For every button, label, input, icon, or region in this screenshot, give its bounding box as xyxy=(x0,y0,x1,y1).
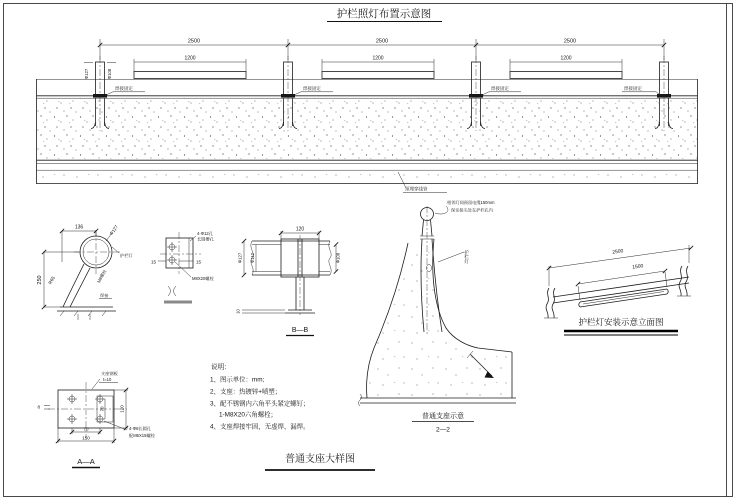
aa-dim-height: 120 xyxy=(119,405,125,413)
concrete-deck xyxy=(37,79,698,184)
bracket-height-dim: 250 xyxy=(37,275,43,285)
post-dia-inner-label: Φ108 xyxy=(107,68,112,80)
bottom-title-text: 普通支座大样图 xyxy=(285,454,355,465)
bottom-title xyxy=(265,452,375,470)
aa-plate-leader-1: 支座钢板 xyxy=(101,371,118,376)
bb-base-dim: 10 xyxy=(235,309,241,314)
weld-label-4: 焊接固定 xyxy=(624,86,642,91)
aa-dim-width: 150 xyxy=(82,435,90,441)
section-bb xyxy=(236,227,341,336)
light-bars xyxy=(134,56,622,79)
span-dim-1: 2500 xyxy=(187,38,201,45)
plate-dim-left: 15 xyxy=(150,259,156,265)
aa-hole-leader-1: 4-Φ8长圆孔 xyxy=(129,426,151,431)
sheet-title-text: 护栏照灯布置示意图 xyxy=(336,8,432,20)
conduit-label: 预埋穿线管 xyxy=(405,186,428,192)
weld-symbol xyxy=(168,286,171,296)
sheet-title xyxy=(327,7,442,22)
bracket-lamp-leader: 护栏灯 xyxy=(120,253,133,258)
post-dia-outer-label: Φ127 xyxy=(84,68,89,80)
weld-label-2: 焊接固定 xyxy=(303,86,321,91)
aa-dim-edge: 8 xyxy=(37,404,40,410)
bracket-width-dim: 136 xyxy=(74,224,84,231)
note-item-4: 4、支座焊接牢固，无虚焊、漏焊。 xyxy=(210,423,310,431)
bracket-arc-label: R65 xyxy=(47,275,56,286)
iso-dim-inner: 1500 xyxy=(631,263,644,271)
elevation-view xyxy=(37,39,698,193)
aa-dim-hole-h: 70 xyxy=(83,426,89,432)
plate-slot-leader: 长圆槽孔 xyxy=(197,236,214,242)
aa-title: A—A xyxy=(77,457,95,466)
weld-label-1: 焊接固定 xyxy=(115,86,133,91)
notes-block xyxy=(210,362,309,431)
bracket-pipe-dia: Φ127 xyxy=(108,224,120,237)
iso-title: 护栏灯安装示意立面图 xyxy=(578,317,664,327)
section-aa xyxy=(37,370,155,468)
lamp-note-line2: 保证接头处在护栏孔内 xyxy=(451,207,493,213)
section-22 xyxy=(359,199,517,434)
bb-width-dim: 120 xyxy=(295,226,305,233)
lamp-label: 护栏灯 xyxy=(464,250,470,264)
weld-leaders xyxy=(105,85,661,96)
bb-title: B—B xyxy=(291,327,309,334)
plate-bolt-leader: M8X20螺栓 xyxy=(192,276,214,281)
iso-dim-outer: 2500 xyxy=(611,248,624,256)
bar-dim-2: 1200 xyxy=(372,55,384,62)
note-item-2: 2、支座：热镀锌+喷塑； xyxy=(210,388,282,396)
aa-plate-leader-2: t=10 xyxy=(103,377,112,382)
note-item-3b: 1-M8X20六角螺栓； xyxy=(219,411,277,419)
bracket-detail xyxy=(37,224,133,320)
note-item-1: 1、图示单位：mm; xyxy=(210,376,265,384)
lamp-note-line1: 相邻灯间预留电缆150mm xyxy=(447,200,495,205)
span-dim-3: 2500 xyxy=(563,38,577,45)
section-22-title: 普通支座示意 xyxy=(422,413,464,420)
note-item-3: 3、配不锈钢内六角平头紧定螺钉； xyxy=(210,400,310,408)
plate-hole-leader: 4-Φ12孔 xyxy=(197,231,213,236)
plate-dim-right: 15 xyxy=(196,259,202,265)
bar-dim-1: 1200 xyxy=(184,55,196,62)
bb-dia-outer: Φ127 xyxy=(237,252,243,264)
bracket-weld-leader: 焊接 xyxy=(100,293,109,298)
bb-dia-rail: Φ108 xyxy=(335,252,341,264)
bb-dia-inner: Φ112 xyxy=(250,252,255,264)
span-dim-2: 2500 xyxy=(375,38,389,45)
aa-dim-hole-v: 70 xyxy=(99,406,105,412)
weld-label-3: 焊接固定 xyxy=(491,86,509,91)
iso-view xyxy=(544,245,693,335)
bracket-bolt-leader: M8螺栓 xyxy=(95,268,108,284)
aa-hole-leader-2: 配M6X15螺栓 xyxy=(129,433,155,438)
bar-dim-3: 1200 xyxy=(560,55,572,62)
notes-heading: 说明： xyxy=(211,364,231,371)
section-22-subtitle: 2—2 xyxy=(436,426,450,434)
plate-detail xyxy=(151,230,215,302)
